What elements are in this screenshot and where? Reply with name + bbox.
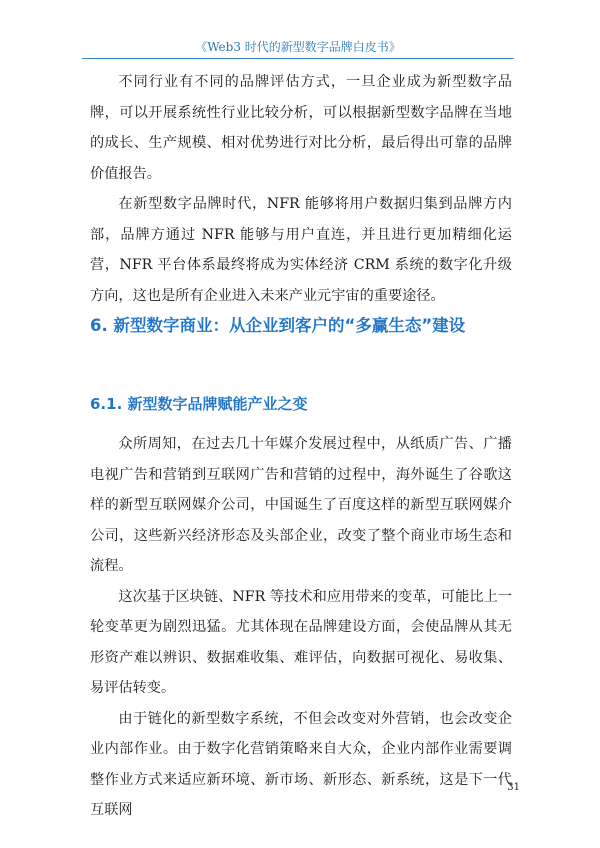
running-header: 《Web3 时代的新型数字品牌白皮书》 (195, 40, 401, 54)
subsection-heading: 6.1. 新型数字品牌赋能产业之变 (90, 395, 308, 413)
paragraph: 不同行业有不同的品牌评估方式，一旦企业成为新型数字品牌，可以开展系统性行业比较分析，可以根据新型数字品牌在当地的成长、生产规模、相对优势进行对比分析，最后得出可靠的品牌价值报告。 (90, 74, 512, 182)
paragraph: 在新型数字品牌时代，NFR 能够将用户数据归集到品牌方内部，品牌方通过 NFR 能够与用户直连，并且进行更加精细化运营，NFR 平台体系最终将成为实体经济 CRM 系统的数字化升级方向，这也是所有企业进入未来产业元宇宙的重要途径。 (90, 196, 512, 304)
paragraph: 这次基于区块链、NFR 等技术和应用带来的变革，可能比上一轮变革更为剧烈迅猛。尤其体现在品牌建设方面，会使品牌从其无形资产难以辨识、数据难收集、难评估，向数据可视化、易收集、易评估转变。 (90, 588, 512, 696)
paragraph: 由于链化的新型数字系统，不但会改变对外营销，也会改变企业内部作业。由于数字化营销策略来自大众，企业内部作业需要调整作业方式来适应新环境、新市场、新形态、新系统，这是下一代互联网 (90, 710, 512, 818)
header-divider (82, 58, 514, 59)
page-number: 31 (507, 782, 520, 793)
subsection-text (90, 429, 512, 826)
intro-text (90, 67, 512, 311)
paragraph: 众所周知，在过去几十年媒介发展过程中，从纸质广告、广播电视广告和营销到互联网广告和营销的过程中，海外诞生了谷歌这样的新型互联网媒介公司，中国诞生了百度这样的新型互联网媒介公司，这些新兴经济形态及头部企业，改变了整个商业市场生态和流程。 (90, 436, 512, 574)
section-heading: 6. 新型数字商业：从企业到客户的“多赢生态”建设 (90, 316, 466, 335)
